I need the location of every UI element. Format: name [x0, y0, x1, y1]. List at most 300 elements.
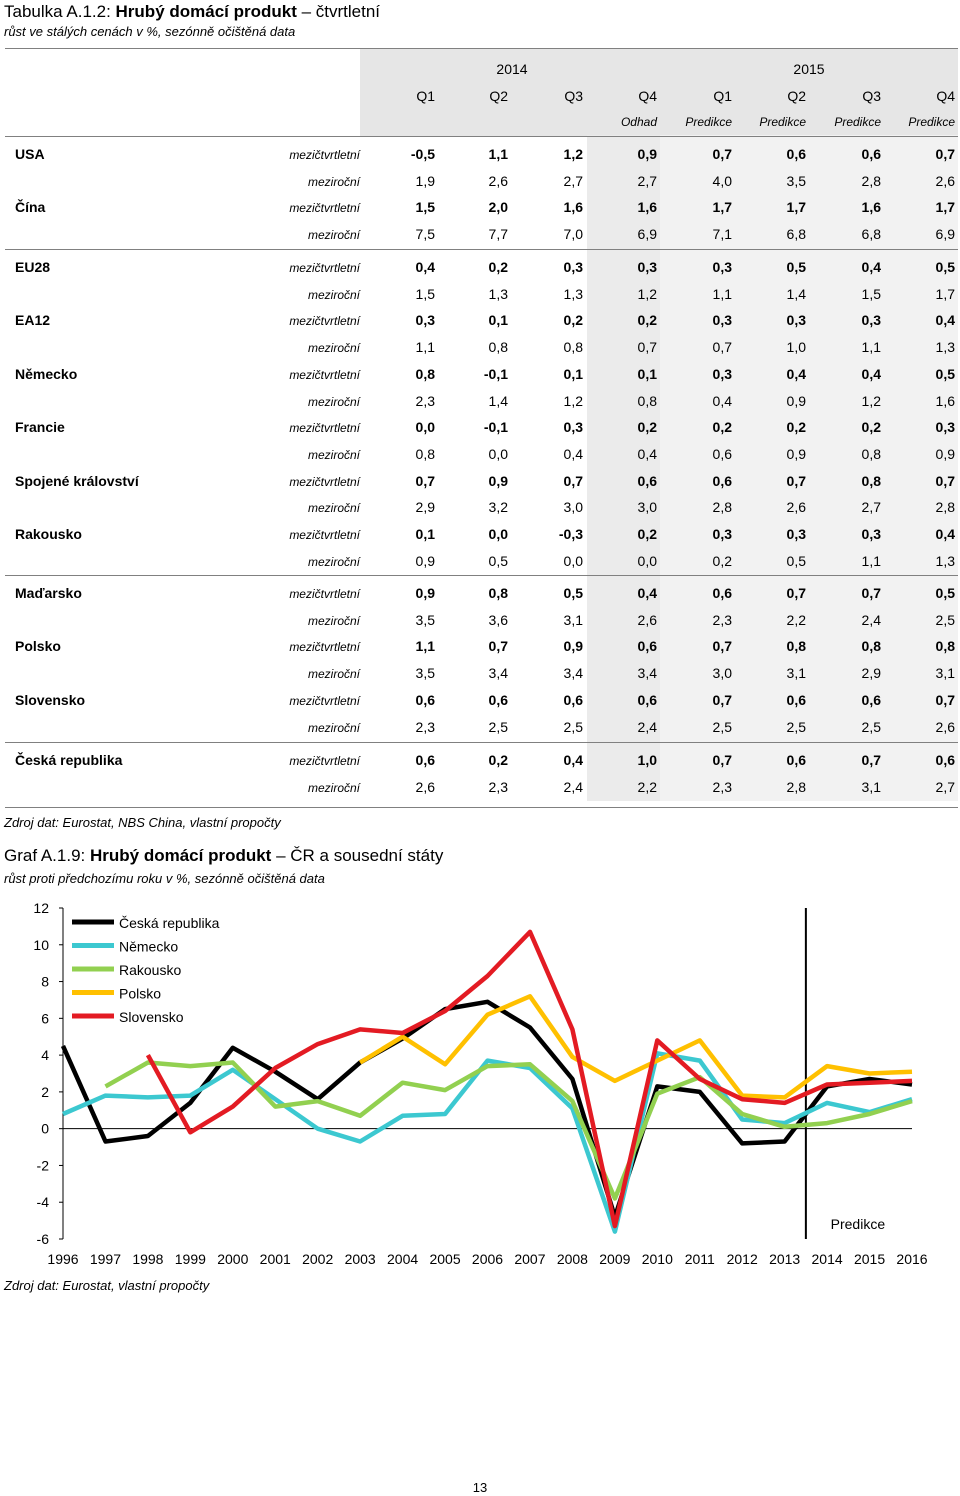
- table-cell: 3,1: [786, 665, 806, 682]
- table-cell: 0,9: [786, 392, 806, 409]
- table-cell: 0,8: [861, 638, 881, 655]
- y-tick-label: 8: [41, 973, 49, 990]
- table-cell: 0,3: [861, 312, 881, 329]
- table-cell: 0,6: [637, 638, 657, 655]
- table-cell: 1,6: [935, 392, 955, 409]
- table-cell: 2,4: [563, 778, 583, 795]
- group-separator: [5, 742, 958, 743]
- qoq-label: mezičtvrtletní: [289, 754, 360, 768]
- qoq-label: mezičtvrtletní: [289, 421, 360, 436]
- table-bottom-border: [5, 807, 958, 808]
- table-cell: 0,7: [488, 638, 508, 655]
- table-cell: 1,9: [415, 172, 435, 189]
- quarter-header: Q4: [638, 88, 657, 104]
- x-tick-label: 1996: [47, 1251, 79, 1267]
- series-line-4: [148, 932, 912, 1226]
- graph-title: Graf A.1.9: Hrubý domácí produkt – ČR a sousední státy: [4, 846, 444, 865]
- qoq-label: mezičtvrtletní: [289, 587, 360, 601]
- table-cell: 0,7: [861, 585, 881, 601]
- table-cell: 0,4: [935, 526, 955, 542]
- table-row: [5, 308, 958, 334]
- table-cell: 3,5: [415, 665, 435, 682]
- table-row: [5, 389, 958, 415]
- table-cell: 0,0: [415, 419, 435, 436]
- qoq-label: mezičtvrtletní: [289, 367, 360, 382]
- legend-label: Polsko: [119, 985, 162, 1002]
- table-cell: 0,9: [563, 638, 583, 655]
- table-row: [5, 775, 958, 801]
- table-cell: 2,9: [415, 499, 435, 516]
- country-name: EA12: [15, 312, 51, 329]
- table-cell: -0,3: [558, 526, 583, 542]
- table-row: [5, 748, 958, 774]
- table-cell: 0,7: [935, 691, 955, 708]
- gdp-line-chart: [0, 890, 960, 1275]
- yoy-label: meziroční: [307, 174, 360, 189]
- table-cell: 0,6: [637, 691, 657, 708]
- table-cell: 0,5: [563, 585, 583, 601]
- table-cell: 4,0: [712, 172, 732, 189]
- table-row: [5, 415, 958, 441]
- quarter-header: Q3: [862, 88, 881, 104]
- table-cell: 0,2: [712, 552, 732, 569]
- table-cell: 0,3: [935, 419, 955, 436]
- table-cell: 0,8: [488, 339, 508, 356]
- table-row: [5, 688, 958, 714]
- table-cell: 0,8: [488, 585, 508, 601]
- table-cell: 0,7: [935, 146, 955, 162]
- table-cell: 0,7: [712, 638, 732, 655]
- table-cell: 0,3: [786, 312, 806, 329]
- table-cell: -0,1: [483, 365, 508, 382]
- table-cell: 2,7: [935, 778, 955, 795]
- table-cell: 0,1: [488, 312, 508, 329]
- table-cell: 0,8: [861, 472, 881, 489]
- forecast-subheader: Odhad: [620, 115, 657, 129]
- x-tick-label: 2013: [769, 1251, 801, 1267]
- table-cell: 1,6: [563, 199, 583, 216]
- table-cell: 0,3: [712, 365, 732, 382]
- x-tick-label: 2000: [217, 1251, 249, 1267]
- table-row: [5, 469, 958, 495]
- table-cell: 6,8: [786, 226, 806, 243]
- table-cell: 0,3: [563, 419, 583, 436]
- table-subtitle: růst ve stálých cenách v %, sezónně očištěná data: [4, 24, 296, 39]
- country-name: Spojené království: [15, 472, 139, 489]
- table-cell: 7,7: [488, 226, 508, 243]
- table-cell: 1,7: [712, 199, 732, 216]
- table-cell: 0,3: [563, 259, 583, 275]
- table-cell: 1,5: [415, 285, 435, 302]
- table-cell: 2,3: [415, 718, 435, 735]
- country-name: Česká republika: [15, 752, 123, 768]
- yoy-label: meziroční: [307, 667, 360, 682]
- table-cell: 0,7: [415, 472, 435, 489]
- table-cell: 0,2: [712, 419, 732, 436]
- table-cell: 6,9: [637, 226, 657, 243]
- table-cell: 2,2: [637, 778, 657, 795]
- table-cell: 0,2: [637, 312, 657, 329]
- table-cell: 0,0: [563, 552, 583, 569]
- country-name: Rakousko: [15, 526, 82, 542]
- table-cell: 0,9: [935, 445, 955, 462]
- table-cell: 0,4: [786, 365, 806, 382]
- x-tick-label: 2002: [302, 1251, 334, 1267]
- table-cell: 2,8: [935, 499, 955, 516]
- table-cell: 2,8: [712, 499, 732, 516]
- yoy-label: meziroční: [307, 341, 360, 356]
- table-cell: 1,7: [935, 285, 955, 302]
- table-cell: 3,0: [712, 665, 732, 682]
- x-tick-label: 2001: [259, 1251, 291, 1267]
- table-cell: 2,8: [786, 778, 806, 795]
- y-tick-label: 0: [41, 1120, 49, 1137]
- x-tick-label: 2011: [684, 1251, 715, 1267]
- table-cell: 3,4: [563, 665, 583, 682]
- table-row: [5, 442, 958, 468]
- table-cell: 2,3: [712, 778, 732, 795]
- table-cell: 3,2: [488, 499, 508, 516]
- table-cell: 0,9: [786, 445, 806, 462]
- table-cell: 0,6: [786, 691, 806, 708]
- table-cell: 1,0: [637, 752, 657, 768]
- table-cell: 0,2: [488, 752, 508, 768]
- table-cell: 0,4: [861, 365, 881, 382]
- table-cell: 1,7: [786, 199, 806, 216]
- table-cell: 2,0: [488, 199, 508, 216]
- table-cell: 0,7: [861, 752, 881, 768]
- table-cell: 2,3: [712, 611, 732, 628]
- table-cell: 0,3: [861, 526, 881, 542]
- table-cell: 0,8: [935, 638, 955, 655]
- table-cell: 0,6: [786, 752, 806, 768]
- table-row: [5, 549, 958, 575]
- series-line-0: [63, 1002, 912, 1217]
- table-cell: 0,7: [712, 146, 732, 162]
- page-number: 13: [472, 1480, 488, 1495]
- table-cell: 0,4: [637, 445, 657, 462]
- table-cell: 0,8: [415, 365, 435, 382]
- quarter-header: Q3: [564, 88, 583, 104]
- table-cell: 3,1: [935, 665, 955, 682]
- table-row: [5, 142, 958, 168]
- table-cell: 0,4: [861, 259, 881, 275]
- table-cell: 0,4: [415, 259, 435, 275]
- table-cell: 0,7: [563, 472, 583, 489]
- table-cell: 1,1: [861, 339, 881, 356]
- table-cell: 0,6: [712, 585, 732, 601]
- legend-label: Slovensko: [119, 1009, 184, 1025]
- year-header: 2015: [793, 61, 825, 77]
- table-cell: 2,6: [415, 778, 435, 795]
- table-cell: 0,5: [786, 552, 806, 569]
- table-cell: 1,2: [563, 392, 583, 409]
- table-cell: 1,5: [861, 285, 881, 302]
- table-cell: 0,0: [488, 445, 508, 462]
- table-cell: 2,5: [861, 718, 881, 735]
- table-cell: 1,0: [786, 339, 806, 356]
- table-cell: 0,9: [415, 552, 435, 569]
- table-cell: 0,6: [786, 146, 806, 162]
- table-cell: 0,6: [861, 146, 881, 162]
- group-separator: [5, 249, 958, 250]
- country-name: EU28: [15, 259, 51, 275]
- table-cell: 1,1: [415, 339, 435, 356]
- graph-source: Zdroj dat: Eurostat, vlastní propočty: [4, 1278, 210, 1293]
- qoq-label: mezičtvrtletní: [289, 693, 360, 708]
- qoq-label: mezičtvrtletní: [289, 314, 360, 329]
- table-row: [5, 222, 958, 248]
- table-row: [5, 581, 958, 607]
- table-cell: 2,2: [786, 611, 806, 628]
- table-cell: 1,4: [786, 285, 806, 302]
- quarter-header: Q2: [489, 88, 508, 104]
- table-cell: 1,1: [712, 285, 732, 302]
- table-header-label-area: [5, 48, 360, 136]
- table-cell: 0,2: [637, 526, 657, 542]
- table-row: [5, 608, 958, 634]
- x-tick-label: 2005: [429, 1251, 461, 1267]
- table-cell: 0,9: [637, 146, 657, 162]
- table-cell: 3,5: [415, 611, 435, 628]
- table-cell: 1,5: [415, 199, 435, 216]
- table-cell: 7,1: [712, 226, 732, 243]
- y-tick-label: -2: [36, 1157, 49, 1174]
- qoq-label: mezičtvrtletní: [289, 261, 360, 275]
- country-name: Čína: [15, 199, 46, 216]
- table-cell: 3,4: [637, 665, 657, 682]
- table-cell: 0,3: [637, 259, 657, 275]
- y-tick-label: -4: [36, 1194, 49, 1211]
- table-cell: 0,9: [415, 585, 435, 601]
- legend-label: Rakousko: [119, 962, 182, 978]
- table-cell: 0,7: [935, 472, 955, 489]
- table-cell: 2,5: [712, 718, 732, 735]
- table-cell: 0,6: [712, 445, 732, 462]
- quarter-header: Q4: [936, 88, 955, 104]
- table-cell: 7,0: [563, 226, 583, 243]
- table-cell: 6,9: [935, 226, 955, 243]
- table-cell: 0,8: [861, 445, 881, 462]
- table-cell: -0,5: [410, 146, 435, 162]
- quarter-header: Q1: [713, 88, 732, 104]
- table-row: [5, 282, 958, 308]
- quarter-header: Q2: [787, 88, 806, 104]
- table-cell: 2,3: [488, 778, 508, 795]
- table-cell: 0,7: [786, 585, 806, 601]
- table-row: [5, 495, 958, 521]
- table-cell: 0,6: [637, 472, 657, 489]
- table-cell: 3,1: [861, 778, 881, 795]
- table-cell: 0,8: [415, 445, 435, 462]
- table-row: [5, 522, 958, 548]
- x-tick-label: 2008: [556, 1251, 588, 1267]
- table-cell: 0,6: [415, 691, 435, 708]
- table-cell: 2,3: [415, 392, 435, 409]
- table-cell: 0,6: [935, 752, 955, 768]
- table-cell: 0,1: [415, 526, 435, 542]
- y-tick-label: 4: [41, 1047, 49, 1064]
- table-cell: 0,6: [488, 691, 508, 708]
- table-cell: 0,5: [488, 552, 508, 569]
- graph-subtitle: růst proti předchozímu roku v %, sezónně očištěná data: [4, 871, 325, 886]
- country-name: Maďarsko: [15, 585, 82, 601]
- table-cell: 2,7: [861, 499, 881, 516]
- table-cell: 0,6: [861, 691, 881, 708]
- y-tick-label: 10: [33, 936, 49, 953]
- yoy-label: meziroční: [307, 501, 360, 516]
- table-cell: 1,6: [861, 199, 881, 216]
- x-tick-label: 1997: [89, 1251, 122, 1267]
- table-cell: 0,7: [712, 339, 732, 356]
- table-cell: 3,4: [488, 665, 508, 682]
- table-cell: 1,3: [488, 285, 508, 302]
- table-cell: 1,2: [563, 146, 583, 162]
- table-cell: 0,7: [637, 339, 657, 356]
- table-cell: 0,7: [712, 752, 732, 768]
- y-tick-label: 12: [33, 900, 49, 916]
- y-tick-label: 6: [41, 1010, 49, 1027]
- table-cell: 0,8: [786, 638, 806, 655]
- table-cell: 3,0: [563, 499, 583, 516]
- table-cell: 2,7: [637, 172, 657, 189]
- x-tick-label: 2014: [811, 1251, 843, 1267]
- qoq-label: mezičtvrtletní: [289, 201, 360, 216]
- table-row: [5, 195, 958, 221]
- qoq-label: mezičtvrtletní: [289, 640, 360, 655]
- table-cell: 0,4: [712, 392, 732, 409]
- table-cell: 1,1: [861, 552, 881, 569]
- table-cell: 3,5: [786, 172, 806, 189]
- table-source: Zdroj dat: Eurostat, NBS China, vlastní propočty: [4, 815, 281, 830]
- x-tick-label: 1999: [174, 1251, 206, 1267]
- table-cell: 0,6: [563, 691, 583, 708]
- forecast-subheader: Predikce: [908, 115, 955, 129]
- table-cell: 2,6: [935, 718, 955, 735]
- qoq-label: mezičtvrtletní: [289, 148, 360, 162]
- table-cell: 3,0: [637, 499, 657, 516]
- year-header: 2014: [496, 61, 528, 77]
- table-cell: 1,3: [935, 339, 955, 356]
- table-row: [5, 362, 958, 388]
- table-cell: 1,3: [935, 552, 955, 569]
- x-tick-label: 2003: [344, 1251, 376, 1267]
- table-cell: 0,4: [935, 312, 955, 329]
- country-name: Polsko: [15, 638, 61, 655]
- table-cell: 7,5: [415, 226, 435, 243]
- table-cell: 2,5: [786, 718, 806, 735]
- table-cell: 0,2: [637, 419, 657, 436]
- table-cell: 0,1: [563, 365, 583, 382]
- group-separator: [5, 575, 958, 576]
- table-cell: 0,3: [415, 312, 435, 329]
- table-cell: 0,6: [712, 472, 732, 489]
- table-cell: 0,8: [637, 392, 657, 409]
- x-tick-label: 2016: [896, 1251, 928, 1267]
- table-cell: 1,4: [488, 392, 508, 409]
- table-cell: 0,4: [563, 752, 583, 768]
- table-cell: 0,8: [563, 339, 583, 356]
- legend-label: Česká republika: [119, 915, 220, 931]
- table-row: [5, 169, 958, 195]
- table-cell: 1,7: [935, 199, 955, 216]
- country-name: USA: [15, 146, 45, 162]
- table-cell: 1,1: [415, 638, 435, 655]
- table-cell: 2,8: [861, 172, 881, 189]
- table-cell: 3,6: [488, 611, 508, 628]
- table-cell: 2,9: [861, 665, 881, 682]
- x-tick-label: 2007: [514, 1251, 546, 1267]
- table-row: [5, 335, 958, 361]
- table-cell: 0,4: [637, 585, 657, 601]
- table-cell: 3,1: [563, 611, 583, 628]
- table-cell: 1,1: [488, 146, 508, 162]
- forecast-subheader: Predikce: [759, 115, 806, 129]
- table-cell: 0,1: [637, 365, 657, 382]
- table-cell: 2,6: [935, 172, 955, 189]
- table-cell: 0,7: [786, 472, 806, 489]
- table-cell: 2,6: [637, 611, 657, 628]
- quarter-header: Q1: [416, 88, 435, 104]
- country-name: Německo: [15, 365, 78, 382]
- table-cell: 0,5: [786, 259, 806, 275]
- forecast-subheader: Predikce: [834, 115, 881, 129]
- yoy-label: meziroční: [307, 613, 360, 628]
- table-cell: 0,3: [786, 526, 806, 542]
- yoy-label: meziroční: [307, 554, 360, 569]
- qoq-label: mezičtvrtletní: [289, 528, 360, 542]
- x-tick-label: 2010: [641, 1251, 673, 1267]
- x-tick-label: 2004: [387, 1251, 419, 1267]
- table-cell: 0,0: [488, 526, 508, 542]
- forecast-subheader: Predikce: [685, 115, 732, 129]
- table-cell: 0,5: [935, 585, 955, 601]
- table-cell: 0,4: [563, 445, 583, 462]
- table-title: Tabulka A.1.2: Hrubý domácí produkt – čtvrtletní: [4, 2, 381, 21]
- table-row: [5, 255, 958, 281]
- table-row: [5, 715, 958, 741]
- forecast-annotation: Predikce: [830, 1216, 886, 1232]
- yoy-label: meziroční: [307, 228, 360, 243]
- table-cell: 2,5: [935, 611, 955, 628]
- x-tick-label: 2012: [726, 1251, 758, 1267]
- table-cell: 0,0: [637, 552, 657, 569]
- table-cell: 0,5: [935, 259, 955, 275]
- table-cell: 0,6: [415, 752, 435, 768]
- y-tick-label: 2: [41, 1083, 49, 1100]
- x-tick-label: 2009: [599, 1251, 631, 1267]
- table-cell: 2,7: [563, 172, 583, 189]
- yoy-label: meziroční: [307, 394, 360, 409]
- yoy-label: meziroční: [307, 447, 360, 462]
- table-cell: 0,2: [488, 259, 508, 275]
- table-cell: 6,8: [861, 226, 881, 243]
- x-tick-label: 1998: [132, 1251, 164, 1267]
- table-cell: 0,7: [712, 691, 732, 708]
- table-cell: 1,2: [861, 392, 881, 409]
- qoq-label: mezičtvrtletní: [289, 474, 360, 489]
- table-cell: 2,6: [488, 172, 508, 189]
- table-cell: 0,2: [861, 419, 881, 436]
- country-name: Slovensko: [15, 691, 86, 708]
- y-tick-label: -6: [36, 1231, 49, 1247]
- yoy-label: meziroční: [307, 720, 360, 735]
- table-cell: 0,9: [488, 472, 508, 489]
- group-separator: [5, 136, 958, 137]
- table-cell: 0,3: [712, 259, 732, 275]
- country-name: Francie: [15, 419, 65, 436]
- table-cell: 0,2: [563, 312, 583, 329]
